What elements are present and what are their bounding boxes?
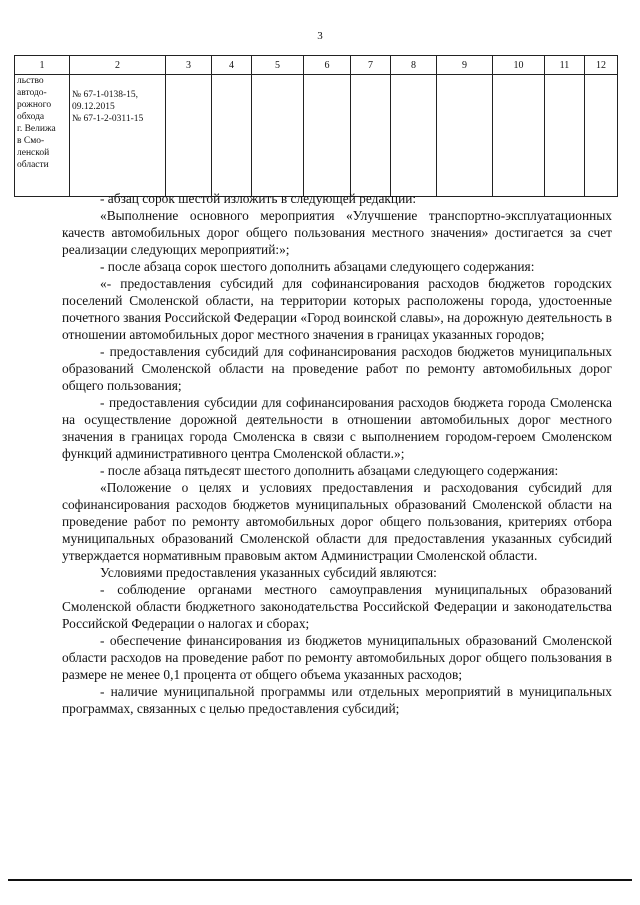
empty-cell (252, 75, 304, 197)
paragraph: Условиями предоставления указанных субсидий являются: (100, 565, 437, 580)
empty-cell (351, 75, 391, 197)
object-name-cell (15, 75, 70, 197)
paragraph: - наличие муниципальной программы или отдельных мероприятий в муниципальных программах, связанных с целью предоставления субсидий; (62, 684, 612, 716)
column-header: 12 (585, 56, 618, 75)
paragraph: «Положение о целях и условиях предоставления и расходования субсидий для софинансирования расходов бюджетов муниципальных образований Смоленской области на проведение работ по ремонту автомобильных дорог общего пользования, критериях отбора муниципальных образований Смоленской области для предоставления указанных субсидий утверждается нормативным правовым актом Администрации Смоленской области. (62, 480, 612, 563)
paragraph: - предоставления субсидий для софинансирования расходов бюджетов муниципальных образований Смоленской области на проведение работ по ремонту автомобильных дорог общего пользования; (62, 344, 612, 393)
column-header: 7 (351, 56, 391, 75)
paragraph: - после абзаца сорок шестого дополнить абзацами следующего содержания: (100, 259, 535, 274)
cell-line: № 67-1-0138-15, (72, 90, 139, 100)
document-body (62, 190, 612, 717)
column-header: 11 (545, 56, 585, 75)
column-header: 8 (391, 56, 437, 75)
cell-line: льство (17, 76, 44, 86)
paragraph: - обеспечение финансирования из бюджетов муниципальных образований Смоленской области расходов на проведение работ по ремонту автомобильных дорог общего пользования в размере не менее 0,1 процента от общего объема указанных расходов; (62, 633, 612, 682)
cell-line: рожного (17, 100, 52, 110)
cell-line: 09.12.2015 (72, 102, 115, 112)
empty-cell (166, 75, 212, 197)
empty-cell (493, 75, 545, 197)
cell-line: автодо- (17, 88, 47, 98)
empty-cell (437, 75, 493, 197)
program-table (14, 55, 618, 197)
paragraph: - предоставления субсидии для софинансирования расходов бюджета города Смоленска на осуществление дорожной деятельности в отношении автомобильных дорог местного значения в границах города Смоленска в связи с выполнением городом-героем Смоленском функций административного центра Смоленской области.»; (62, 395, 612, 461)
column-header: 6 (304, 56, 351, 75)
footer-rule (8, 879, 632, 881)
column-header: 2 (70, 56, 166, 75)
column-header: 1 (15, 56, 70, 75)
paragraph: «- предоставления субсидий для софинансирования расходов бюджетов городских поселений Смоленской области, на территории которых расположены города, удостоенные почетного звания Российской Федерации «Город воинской славы», на дорожную деятельность в отношении автомобильных дорог местного значения в границах указанных городов; (62, 276, 612, 342)
cell-line: № 67-1-2-0311-15 (72, 114, 144, 124)
column-header: 9 (437, 56, 493, 75)
cell-line: г. Велижа (17, 124, 56, 134)
column-header: 10 (493, 56, 545, 75)
empty-cell (304, 75, 351, 197)
paragraph: - соблюдение органами местного самоуправления муниципальных образований Смоленской области бюджетного законодательства Российской Федерации и законодательства Российской Федерации о налогах и сборах; (62, 582, 612, 631)
cell-line: в Смо- (17, 136, 45, 146)
empty-cell (212, 75, 252, 197)
empty-cell (585, 75, 618, 197)
empty-cell (545, 75, 585, 197)
column-header: 4 (212, 56, 252, 75)
documents-cell (70, 75, 166, 197)
cell-line: области (17, 160, 49, 170)
paragraph: «Выполнение основного мероприятия «Улучшение транспортно-эксплуатационных качеств автомобильных дорог общего пользования местного значения» достигается за счет реализации следующих мероприятий:»; (62, 208, 612, 257)
paragraph: - после абзаца пятьдесят шестого дополнить абзацами следующего содержания: (100, 463, 559, 478)
table-header-row (15, 56, 618, 75)
column-header: 3 (166, 56, 212, 75)
column-header: 5 (252, 56, 304, 75)
table-row (15, 75, 618, 197)
cell-line: обхода (17, 112, 45, 122)
cell-line: ленской (17, 148, 50, 158)
paragraph: - абзац сорок шестой изложить в следующей редакции: (100, 191, 417, 206)
empty-cell (391, 75, 437, 197)
page-number: 3 (317, 30, 323, 42)
